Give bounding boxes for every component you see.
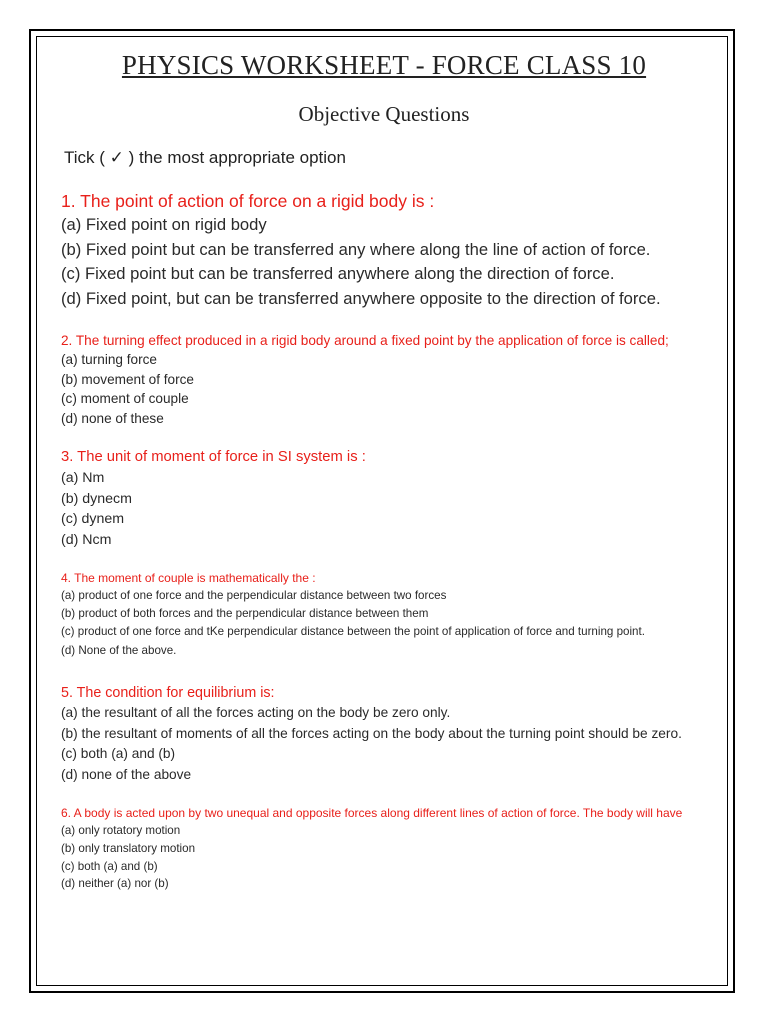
- option-a: (a) Fixed point on rigid body: [61, 215, 267, 234]
- option-d: (d) neither (a) nor (b): [61, 877, 169, 891]
- option-b: (b) Fixed point but can be transferred any where along the line of action of force.: [61, 239, 651, 259]
- question-stem: 4. The moment of couple is mathematically the :: [61, 571, 316, 585]
- option-a: (a) the resultant of all the forces acting on the body be zero only.: [61, 705, 451, 720]
- question-5: [61, 683, 682, 785]
- option-c: (c) both (a) and (b): [61, 746, 176, 761]
- option-a: (a) Nm: [61, 470, 105, 486]
- option-d: (d) none of the above: [61, 766, 192, 782]
- option-b: (b) only translatory motion: [61, 841, 196, 855]
- option-d: (d) Fixed point, but can be transferred anywhere opposite to the direction of force.: [61, 288, 661, 308]
- question-stem: 5. The condition for equilibrium is:: [61, 685, 275, 701]
- option-a: (a) turning force: [61, 352, 157, 367]
- worksheet-title: PHYSICS WORKSHEET - FORCE CLASS 10: [121, 50, 647, 80]
- option-b: (b) movement of force: [61, 371, 194, 387]
- question-stem: 2. The turning effect produced in a rigid body around a fixed point by the application of force is called;: [61, 333, 669, 348]
- option-d: (d) None of the above.: [61, 643, 177, 657]
- question-stem: 1. The point of action of force on a rigid body is :: [61, 191, 435, 211]
- option-a: (a) product of one force and the perpendicular distance between two forces: [61, 589, 447, 602]
- option-c: (c) product of one force and tKe perpendicular distance between the point of application of force and turning point.: [61, 625, 645, 639]
- option-c: (c) both (a) and (b): [61, 859, 158, 873]
- question-4: [61, 569, 645, 660]
- section-heading: Objective Questions: [298, 102, 470, 126]
- option-d: (d) none of these: [61, 410, 164, 426]
- instruction-text: Tick ( ✓ ) the most appropriate option: [64, 148, 346, 167]
- question-2: [61, 331, 669, 428]
- option-b: (b) product of both forces and the perpendicular distance between them: [61, 607, 429, 621]
- option-a: (a) only rotatory motion: [61, 824, 181, 837]
- option-d: (d) Ncm: [61, 531, 112, 548]
- question-1: [61, 190, 661, 311]
- question-3: [61, 447, 366, 550]
- question-stem: 6. A body is acted upon by two unequal and opposite forces along different lines of action of force. The body will have: [61, 806, 683, 820]
- option-c: (c) moment of couple: [61, 391, 189, 407]
- option-c: (c) Fixed point but can be transferred anywhere along the direction of force.: [61, 264, 615, 283]
- option-b: (b) dynecm: [61, 490, 132, 507]
- question-stem: 3. The unit of moment of force in SI system is :: [61, 449, 366, 465]
- option-c: (c) dynem: [61, 511, 125, 527]
- question-6: [61, 805, 682, 893]
- option-b: (b) the resultant of moments of all the forces acting on the body about the turning point should be zero.: [61, 725, 682, 741]
